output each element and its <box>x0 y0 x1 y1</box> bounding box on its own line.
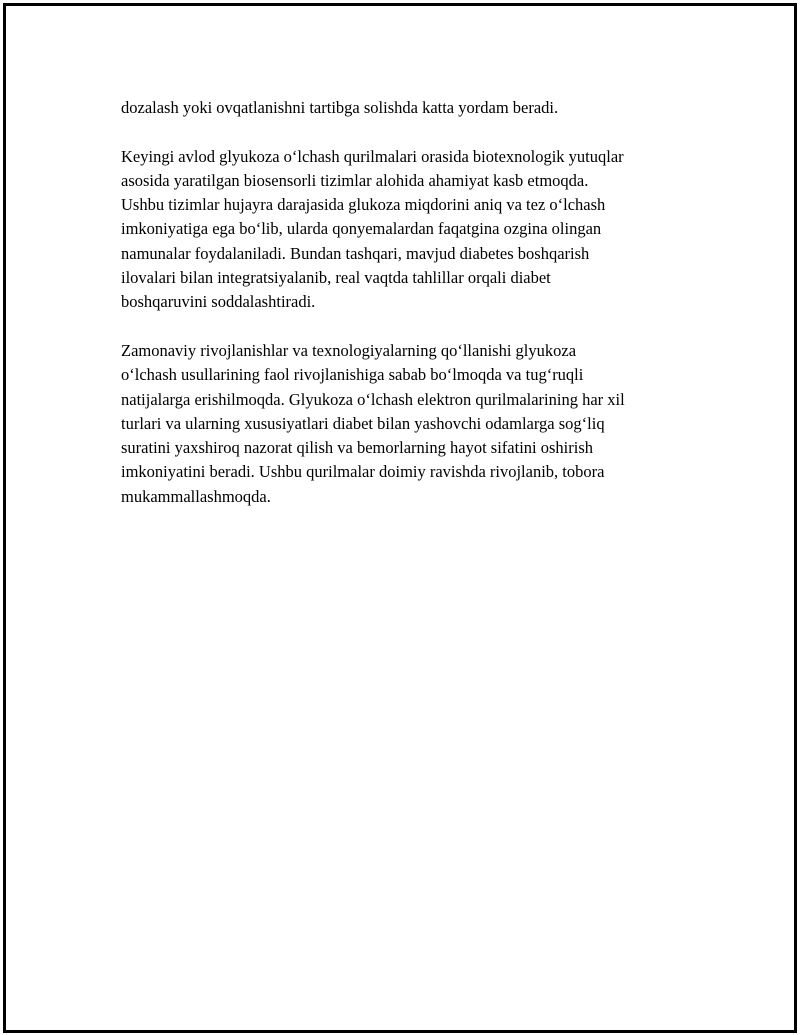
text-line: natijalarga erishilmoqda. Glyukoza o‘lchash elektron qurilmalarining har xil <box>121 389 625 409</box>
text-line: dozalash yoki ovqatlanishni tartibga solishda katta yordam beradi. <box>121 98 559 117</box>
text-line: boshqaruvini soddalashtiradi. <box>121 292 316 312</box>
paragraph-3 <box>121 339 701 509</box>
text-line: suratini yaxshiroq nazorat qilish va bemorlarning hayot sifatini oshirish <box>121 438 593 458</box>
text-line: imkoniyatiga ega bo‘lib, ularda qonyemalardan faqatgina ozgina olingan <box>121 219 602 239</box>
paragraph-1 <box>121 96 701 120</box>
text-line: ilovalari bilan integratsiyalanib, real vaqtda tahlillar orqali diabet <box>121 268 551 288</box>
document-body <box>121 96 701 533</box>
text-line: Ushbu tizimlar hujayra darajasida glukoza miqdorini aniq va tez o‘lchash <box>121 195 606 215</box>
text-line: namunalar foydalaniladi. Bundan tashqari, mavjud diabetes boshqarish <box>121 243 590 263</box>
text-line: o‘lchash usullarining faol rivojlanishiga sabab bo‘lmoqda va tug‘ruqli <box>121 365 584 385</box>
text-line: turlari va ularning xususiyatlari diabet bilan yashovchi odamlarga sog‘liq <box>121 413 605 433</box>
text-line: asosida yaratilgan biosensorli tizimlar alohida ahamiyat kasb etmoqda. <box>121 170 589 190</box>
page-border <box>3 3 797 1033</box>
text-line: mukammallashmoqda. <box>121 486 271 506</box>
paragraph-2 <box>121 145 701 315</box>
text-line: Keyingi avlod glyukoza o‘lchash qurilmalari orasida biotexnologik yutuqlar <box>121 146 624 166</box>
text-line: Zamonaviy rivojlanishlar va texnologiyalarning qo‘llanishi glyukoza <box>121 340 577 360</box>
text-line: imkoniyatini beradi. Ushbu qurilmalar doimiy ravishda rivojlanib, tobora <box>121 462 605 482</box>
